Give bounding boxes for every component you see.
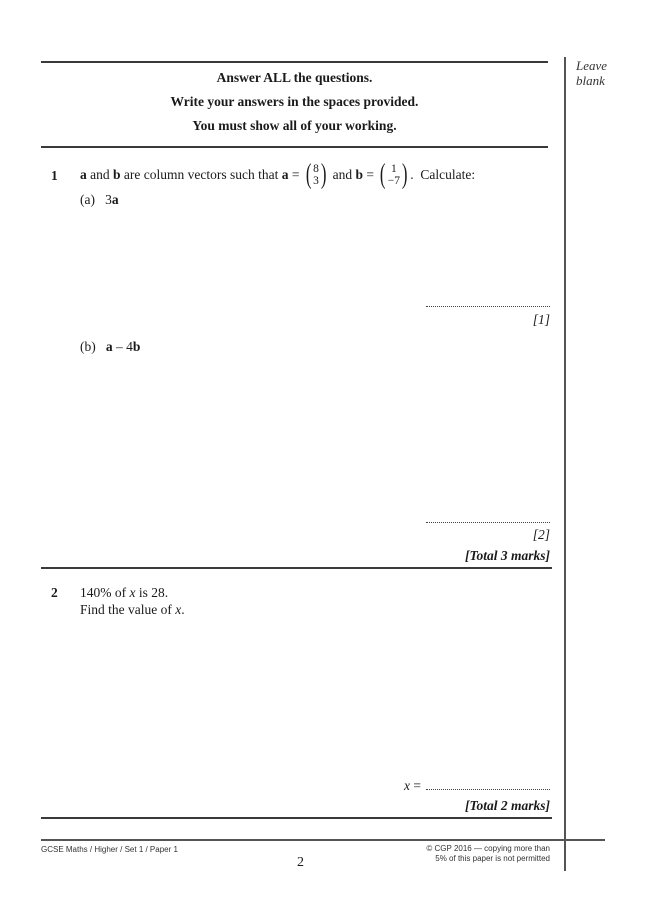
var-b: b bbox=[113, 167, 121, 182]
answer-prefix-x: x = bbox=[404, 778, 425, 793]
question-2-bottom-rule bbox=[41, 817, 552, 819]
total-marks-q2: [Total 2 marks] bbox=[464, 798, 550, 813]
margin-divider bbox=[564, 57, 566, 871]
answer-line-1a[interactable] bbox=[426, 306, 550, 307]
instruction-1: Answer ALL the questions. bbox=[216, 70, 373, 85]
top-rule bbox=[41, 61, 548, 63]
vector-a: ( 8 3 ) bbox=[305, 159, 327, 190]
vector-b: ( 1 −7 ) bbox=[380, 159, 408, 190]
part-label: (b) bbox=[80, 339, 96, 354]
question-2-line2: Find the value of x. bbox=[80, 602, 185, 617]
instructions-bottom-rule bbox=[41, 146, 548, 148]
var-a: a bbox=[80, 167, 87, 182]
question-1a: (a) 3a bbox=[80, 192, 119, 207]
question-1-bottom-rule bbox=[41, 567, 552, 569]
total-marks-q1: [Total 3 marks] bbox=[464, 548, 550, 563]
instruction-3: You must show all of your working. bbox=[192, 118, 397, 133]
footer-paper-title: GCSE Maths / Higher / Set 1 / Paper 1 bbox=[41, 845, 178, 854]
answer-line-2[interactable] bbox=[426, 789, 550, 790]
question-2-number: 2 bbox=[51, 585, 58, 600]
instructions bbox=[41, 70, 548, 142]
marks-1b: [2] bbox=[532, 527, 550, 542]
footer-copyright: © CGP 2016 — copying more than 5% of this paper is not permitted bbox=[426, 844, 550, 863]
leave-blank-label bbox=[576, 58, 607, 88]
footer-rule bbox=[41, 839, 605, 841]
question-2-line1: 140% of x is 28. bbox=[80, 585, 169, 600]
page-number: 2 bbox=[297, 855, 304, 870]
marks-1a: [1] bbox=[532, 312, 550, 327]
leave-blank-line2: blank bbox=[576, 73, 605, 88]
question-1-stem: a and b are column vectors such that a = ( 8 3 ) and b = ( 1 −7 ) . Calculate: bbox=[80, 159, 476, 190]
question-1b: (b) a – 4b bbox=[80, 339, 141, 354]
leave-blank-line1: Leave bbox=[576, 58, 608, 73]
instruction-2: Write your answers in the spaces provided. bbox=[170, 94, 419, 109]
part-label: (a) bbox=[80, 192, 95, 207]
question-1-number: 1 bbox=[51, 168, 58, 183]
answer-line-1b[interactable] bbox=[426, 522, 550, 523]
